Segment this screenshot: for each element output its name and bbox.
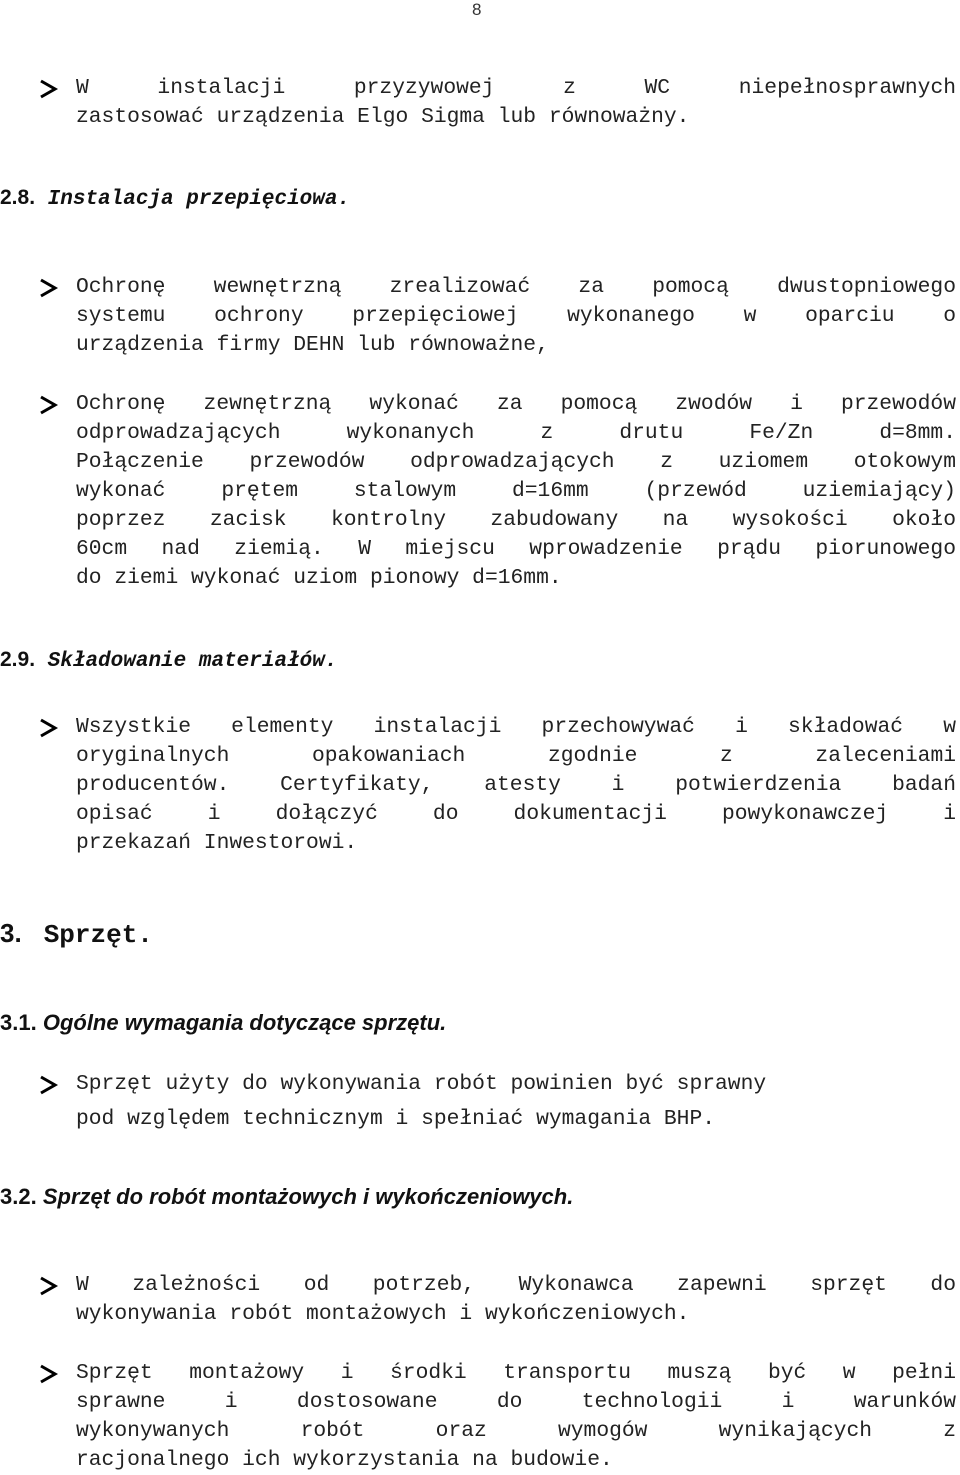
bullet-line: wykonać prętem stalowym d=16mm (przewód uziemiający) <box>76 479 956 503</box>
bullet-line: W instalacji przyzywowej z WC niepełnosprawnych <box>76 76 956 100</box>
bullet-line: Ochronę wewnętrzną zrealizować za pomocą dwustopniowego <box>76 275 956 299</box>
section-title: Sprzęt. <box>43 920 153 950</box>
bullet-line: do ziemi wykonać uziom pionowy d=16mm. <box>76 566 562 590</box>
arrow-bullet-icon <box>38 277 60 299</box>
bullet-line: 60cm nad ziemią. W miejscu wprowadzenie prądu piorunowego <box>76 537 956 561</box>
bullet-line: sprawne i dostosowane do technologii i warunków <box>76 1390 956 1414</box>
bullet-line: wykonywanych robót oraz wymogów wynikających z <box>76 1419 956 1443</box>
section-title: Ogólne wymagania dotyczące sprzętu. <box>42 1010 447 1035</box>
bullet-line: racjonalnego ich wykorzystania na budowie. <box>76 1448 613 1472</box>
section-number: 3. <box>0 918 22 948</box>
bullet-line: poprzez zacisk kontrolny zabudowany na wysokości około <box>76 508 956 532</box>
page-number: 8 <box>472 0 482 19</box>
section-number: 2.8. <box>0 186 36 209</box>
section-heading-3-2 <box>0 1184 573 1210</box>
bullet-line: Wszystkie elementy instalacji przechowywać i składować w <box>76 715 956 739</box>
bullet-line: producentów. Certyfikaty, atesty i potwierdzenia badań <box>76 773 956 797</box>
bullet-line: Sprzęt użyty do wykonywania robót powinien być sprawny <box>76 1072 767 1096</box>
bullet-line: Ochronę zewnętrzną wykonać za pomocą zwodów i przewodów <box>76 392 956 416</box>
arrow-bullet-icon <box>38 1275 60 1297</box>
section-number: 3.2. <box>0 1184 37 1209</box>
arrow-bullet-icon <box>38 1363 60 1385</box>
arrow-bullet-icon <box>38 78 60 100</box>
section-title: Sprzęt do robót montażowych i wykończeniowych. <box>42 1184 574 1209</box>
bullet-line: Połączenie przewodów odprowadzających z uziomem otokowym <box>76 450 956 474</box>
bullet-line: opisać i dołączyć do dokumentacji powykonawczej i <box>76 802 956 826</box>
bullet-line: pod względem technicznym i spełniać wymagania BHP. <box>76 1107 716 1131</box>
bullet-line: Sprzęt montażowy i środki transportu muszą być w pełni <box>76 1361 956 1385</box>
section-heading-3-1 <box>0 1010 446 1036</box>
bullet-line: oryginalnych opakowaniach zgodnie z zaleceniami <box>76 744 956 768</box>
section-heading-2-9 <box>0 648 338 673</box>
bullet-line: odprowadzających wykonanych z drutu Fe/Zn d=8mm. <box>76 421 956 445</box>
section-heading-2-8 <box>0 186 350 211</box>
bullet-line: systemu ochrony przepięciowej wykonanego w oparciu o <box>76 304 956 328</box>
bullet-line: urządzenia firmy DEHN lub równoważne, <box>76 333 549 357</box>
section-number: 3.1. <box>0 1010 37 1035</box>
bullet-line: przekazań Inwestorowi. <box>76 831 358 855</box>
section-number: 2.9. <box>0 648 36 671</box>
arrow-bullet-icon <box>38 1074 60 1096</box>
bullet-line: wykonywania robót montażowych i wykończeniowych. <box>76 1302 690 1326</box>
bullet-line: W zależności od potrzeb, Wykonawca zapewni sprzęt do <box>76 1273 956 1297</box>
arrow-bullet-icon <box>38 717 60 739</box>
section-title: Składowanie materiałów. <box>47 650 338 673</box>
bullet-line: zastosować urządzenia Elgo Sigma lub równoważny. <box>76 105 690 129</box>
section-heading-3 <box>0 918 153 950</box>
arrow-bullet-icon <box>38 394 60 416</box>
section-title: Instalacja przepięciowa. <box>47 188 351 211</box>
